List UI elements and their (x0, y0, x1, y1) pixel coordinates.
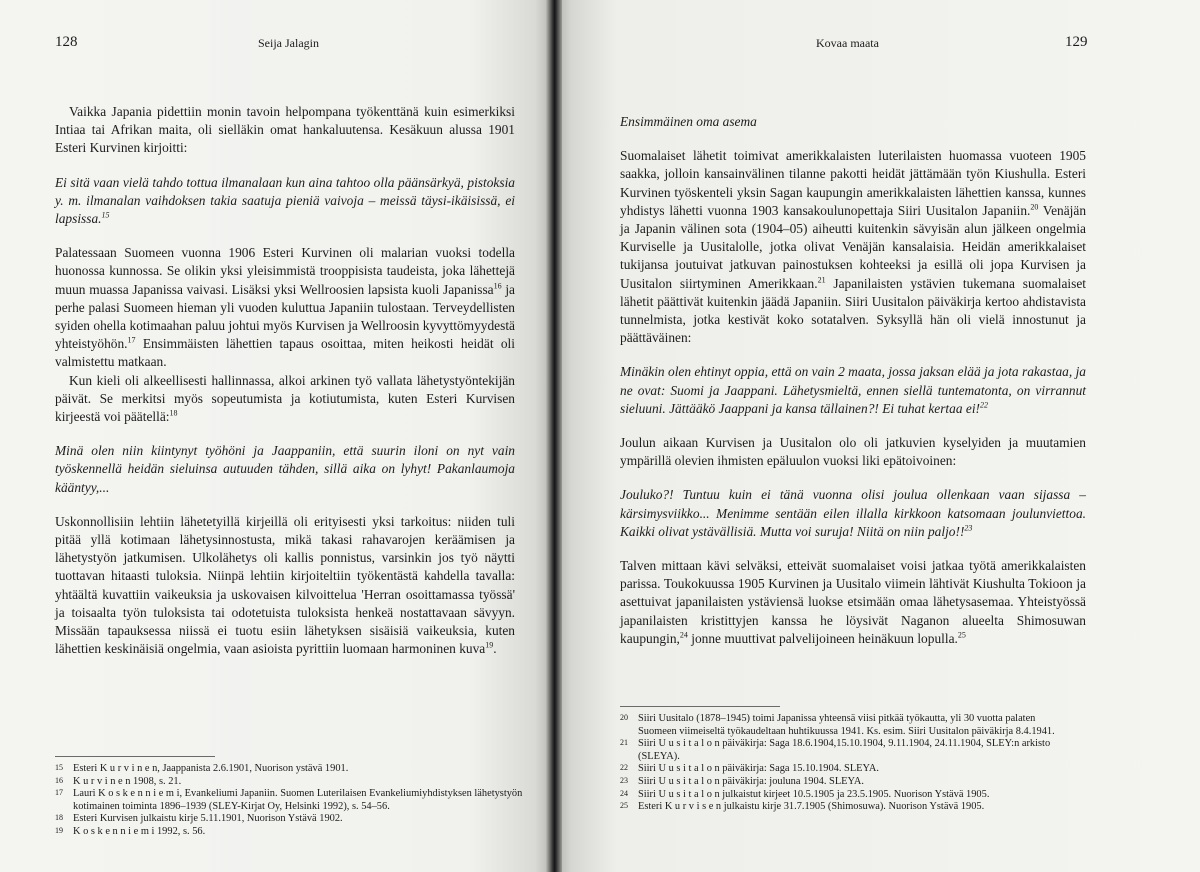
footnote: 18 Esteri Kurvisen julkaistu kirje 5.11.1901, Nuorison Ystävä 1902. (55, 813, 343, 825)
left-page (0, 0, 552, 872)
paragraph: Palatessaan Suomeen vuonna 1906 Esteri Kurvinen oli malarian vuoksi todella huonossa kunnossa. Se olikin yksi yleisimmistä trooppisista taudeista, joka lähettejä muun muassa Japanissa vaivasi. Lisäksi yksi Wellroosien lapsista kuoli Japanissa$^{16}$ ja perhe palasi Suomeen hieman yli vuoden kuluttua Japaniin tulostaan. Terveydellisten syiden ohella kotimaahan paluu johtui myös Kurvisen ja Wellroosin kyvyttömyydestä yhteistyöhön.$^{17}$ Ensimmäisten lähettien tapaus osoittaa, miten heikosti heidät oli valmistettu matkaan. (55, 245, 515, 370)
block-quote: Jouluko?! Tuntuu kuin ei tänä vuonna olisi joulua ollenkaan vaan sijassa – kärsimysviikko... Menimme sentään eilen illalla kirkkoon katsomaan joulunviettoa. Kaikki olivat ystävällisiä. Mutta voi suruja! Niitä on niin paljo!!$^{23}$ (620, 487, 1086, 539)
block-quote: Minäkin olen ehtinyt oppia, että on vain 2 maata, jossa jaksan elää ja jota rakastaa, ja ne ovat: Suomi ja Jaappani. Lähetysmieltä, ennen siellä tuntematonta, on virrannut sieluuni. Jättääkö Jaappani ja kansa tällainen?! Ei tuhat kertaa ei!$^{22}$ (620, 364, 1086, 416)
page-number: 129 (1065, 34, 1088, 50)
footnote: 19 K o s k e n n i e m i 1992, s. 56. (55, 825, 206, 837)
section-heading: Ensimmäinen oma asema (620, 114, 757, 129)
footnote: 24 Siiri U u s i t a l o n julkaistut kirjeet 10.5.1905 ja 23.5.1905. Nuorison Ystävä 1905. (620, 788, 990, 800)
footnote-rule (55, 756, 215, 757)
note-ref: 19 (485, 640, 494, 650)
footnotes (55, 756, 525, 839)
paragraph: Suomalaiset lähetit toimivat amerikkalaisten luterilaisten huomassa vuoteen 1905 saakka, jolloin kansainvälinen tilanne pakotti heidät jättämään työn Kiushulla. Esteri Kurvinen työskenteli yksin Sagan kaupungin amerikkalaisten lähettien kanssa, kunnes yhdistys lähetti vuonna 1903 kansakoulunopettaja Siiri Uusitalon Japaniin.$^{20}$ Venäjän ja Japanin välinen sota (1904–05) aiheutti kuitenkin sävyisän alun jälkeen ongelmia Kurviselle ja Uusitalolle, jotka olivat Venäjän kansalaisia. Heidän amerikkalaiset tukijansa joutuivat jatkuvan painostuksen kohteeksi ja esillä oli jopa Kurvisen ja Uusitalon siirtyminen Amerikkaan.$^{21}$ Japanilaisten ystävien tukemana suomalaiset lähetit päättivät kuitenkin jäädä Japaniin. Siiri Uusitalon päiväkirja kertoo ahdistavista tunnelmista, jotka kestivät koko sotatalven. Syksyllä hän oli vielä innostunut ja päättäväinen: (620, 148, 1087, 346)
footnote: 21 Siiri U u s i t a l o n päiväkirja: Saga 18.6.1904,15.10.1904, 9.11.1904, 24.11.1904, SLEY:n arkisto (SLEYA). (620, 738, 1051, 762)
paragraph: Talven mittaan kävi selväksi, etteivät suomalaiset voisi jatkaa työtä amerikkalaisten parissa. Toukokuussa 1905 Kurvinen ja Uusitalo viimein lähtivät Kiushulta Tokioon ja asettuivat japanilaisten ystäviensä luokse etsimään omaa lähetysasemaa. Yhteistyössä japanilaisten kristittyjen kanssa he löysivät Naganon alueelta Shimosuwan kaupungin,$^{24}$ jonne muuttivat palvelijoineen heinäkuun lopulla.$^{25}$ (620, 558, 1086, 646)
note-ref: 17 (127, 335, 136, 345)
note-ref: 18 (169, 408, 178, 418)
note-ref: 24 (679, 630, 688, 640)
note-ref: 25 (957, 630, 966, 640)
footnote: 17 Lauri K o s k e n n i e m i, Evankeliumi Japaniin. Suomen Luterilaisen Evankeliumiyhdistyksen lähetystyön kotimainen toiminta 1896–1939 (SLEY-Kirjat Oy, Helsinki 1992), s. 54–56. (55, 788, 523, 812)
note-ref: 15 (101, 210, 110, 220)
footnote-rule (620, 706, 780, 707)
footnote: 25 Esteri K u r v i s e n julkaistu kirje 31.7.1905 (Shimosuwa). Nuorison Ystävä 1905. (620, 801, 985, 813)
block-quote: Minä olen niin kiintynyt työhöni ja Jaappaniin, että suurin iloni on nyt vain työskennellä heidän sieluinsa autuuden tähden, sillä aika on lyhyt! Pakanlaumoja kääntyy,... (55, 443, 515, 495)
footnote: 22 Siiri U u s i t a l o n päiväkirja: Saga 15.10.1904. SLEYA. (620, 763, 879, 775)
running-head: Kovaa maata (816, 36, 879, 50)
note-ref: 16 (493, 281, 502, 291)
footnote: 15 Esteri K u r v i n e n, Jaappanista 2.6.1901, Nuorison ystävä 1901. (55, 763, 349, 774)
block-quote: Ei sitä vaan vielä tahdo tottua ilmanalaan kun aina tahtoo olla päänsärkyä, pistoksia y. m. ilmanalan vaihdoksen takia saatuja pieniä vaivoja – meissä täysi-ikäisissä, ei lapsissa.$^{15}$ (55, 174, 515, 227)
footnote: 20 Siiri Uusitalo (1878–1945) toimi Japanissa yhteensä viisi pitkää työkautta, yli 30 vuotta palaten Suomeen viimeiseltä työkaudeltaan huhtikuussa 1941. Ks. esim. Siiri Uusitalon päiväkirja 8.4.1941. (620, 713, 1055, 737)
main-text (620, 113, 1086, 648)
paragraph: Uskonnollisiin lehtiin lähetetyillä kirjeillä oli erityisesti yksi tarkoitus: niiden tuli pitää yllä kotimaan lähetysinnostusta, mikä takasi rahavarojen keräämisen ja lähetystyön jatkumisen. Ulkolähetys oli kallis ponnistus, varsinkin jos työ näytti tuottavan hitaasti tuloksia. Niinpä lehtiin kirjoiteltiin työkentästä kahdella tavalla: yhtäältä kuvattiin vaikeuksia ja uskovaisen kilvoittelua 'Herran osoittamassa työssä' ja toisaalta työn tuloksista tai odotetuista tuloksista henkeä nostattavaan sävyyn. Missään tapauksessa niissä ei tuotu esiin lähetyksen sisäisiä vaikeuksia, kuten lähettien keskinäisiä ongelmia, vaan asioista pyrittiin luomaan harmoninen kuva$^{19}$. (55, 513, 515, 657)
main-text (55, 103, 515, 658)
footnote: 16 K u r v i n e n 1908, s. 21. (55, 775, 182, 787)
paragraph: Vaikka Japania pidettiin monin tavoin helpompana työkenttänä kuin esimerkiksi Intiaa tai Afrikan maita, oli sielläkin omat hankaluutensa. Kesäkuun alussa 1901 Esteri Kurvinen kirjoitti: (55, 104, 515, 156)
footnote: 23 Siiri U u s i t a l o n päiväkirja: jouluna 1904. SLEYA. (620, 775, 864, 787)
page-number: 128 (55, 34, 78, 50)
note-ref: 21 (817, 275, 826, 285)
book-gutter (546, 0, 562, 872)
paragraph: Kun kieli oli alkeellisesti hallinnassa, alkoi arkinen työ vallata lähetystyöntekijän päivät. Se merkitsi myös sopeutumista ja kotiutumista, kuten Esteri Kurvisen kirjeestä voi päätellä:$^{18}$ (55, 372, 515, 425)
note-ref: 20 (1030, 202, 1039, 212)
note-ref: 22 (980, 400, 988, 410)
running-head: Seija Jalagin (258, 36, 319, 50)
paragraph: Joulun aikaan Kurvisen ja Uusitalon olo oli jatkuvien kyselyiden ja muutamien ympärillä olevien ihmisten epäluulon vuoksi liki epätoivoinen: (620, 435, 1086, 469)
note-ref: 23 (964, 523, 973, 533)
footnotes (620, 706, 1070, 814)
